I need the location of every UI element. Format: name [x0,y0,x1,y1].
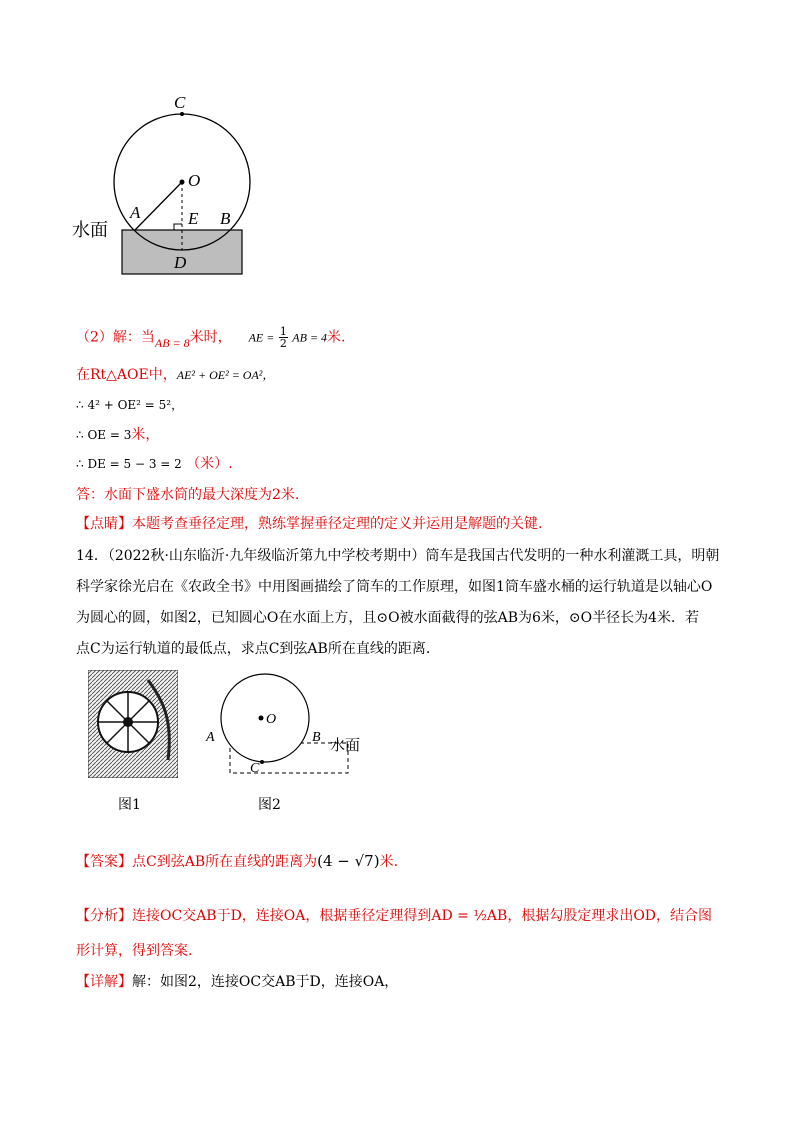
label-d: D [174,253,187,272]
problem-line2: 科学家徐光启在《农政全书》中用图画描绘了筒车的工作原理，如图1筒车盛水桶的运行轨道是以轴心O [76,579,713,595]
analysis-line1: 【分析】连接OC交AB于D，连接OA，根据垂径定理得到AD = ½AB，根据勾股定理求出OD，结合图 [76,908,713,924]
problem-line1: 14．（2022秋·山东临沂·九年级临沂第九中学校考期中）筒车是我国古代发明的一种水利灌溉工具，明朝 [76,548,720,564]
figure-waterwheel-image [88,670,178,778]
radius-oa [135,182,182,230]
point-o [180,180,185,185]
label-a-2: A [206,730,215,745]
track-circle-2 [221,674,309,762]
right-angle-mark [174,224,182,230]
problem-line4: 点C为运行轨道的最低点，求点C到弦AB所在直线的距离. [76,641,431,657]
point-c [180,112,184,116]
label-o: O [188,171,201,190]
figure-circle-water [60,90,280,280]
label-a: A [130,203,141,222]
solution-line1: （2）解：当AB = 8米时， AE = $\frac{1}{2}$ AB = 4米. [76,325,346,350]
label-e: E [188,209,199,228]
label-b: B [220,209,231,228]
solution-line2: 在Rt△AOE中，AE² + OE² = OA²， [76,367,275,383]
label-c: C [174,93,186,112]
analysis-line2: 形计算，得到答案. [76,943,193,959]
label-o-2: O [266,712,277,727]
label-b-2: B [312,730,321,745]
problem-line3: 为圆心的圆，如图2，已知圆心O在水面上方，且⊙O被水面截得的弦AB为6米，⊙O半径长为4米．若 [76,610,700,626]
caption-fig1: 图1 [118,797,141,813]
label-c-2: C [250,761,260,776]
caption-fig2: 图2 [258,797,281,813]
detail-line: 【详解】解：如图2，连接OC交AB于D，连接OA， [76,974,399,990]
figure-2-diagram [200,668,380,780]
solution-line4: ∴ OE = 3米， [76,427,160,443]
solution-comment: 【点睛】本题考查垂径定理，熟练掌握垂径定理的定义并运用是解题的关键. [76,516,543,532]
solution-line3: ∴ 4² + OE² = 5²， [76,398,184,412]
water-label-2: 水面 [330,736,361,754]
solution-answer: 答：水面下盛水筒的最大深度为2米. [76,487,300,503]
solution-line5: ∴ DE = 5 − 3 = 2 （米）. [76,456,233,472]
water-label: 水面 [72,220,108,241]
point-c-2 [260,760,264,764]
point-o-2 [259,716,264,721]
answer-line: 【答案】点C到弦AB所在直线的距离为(4 − √7)米. [76,852,399,870]
